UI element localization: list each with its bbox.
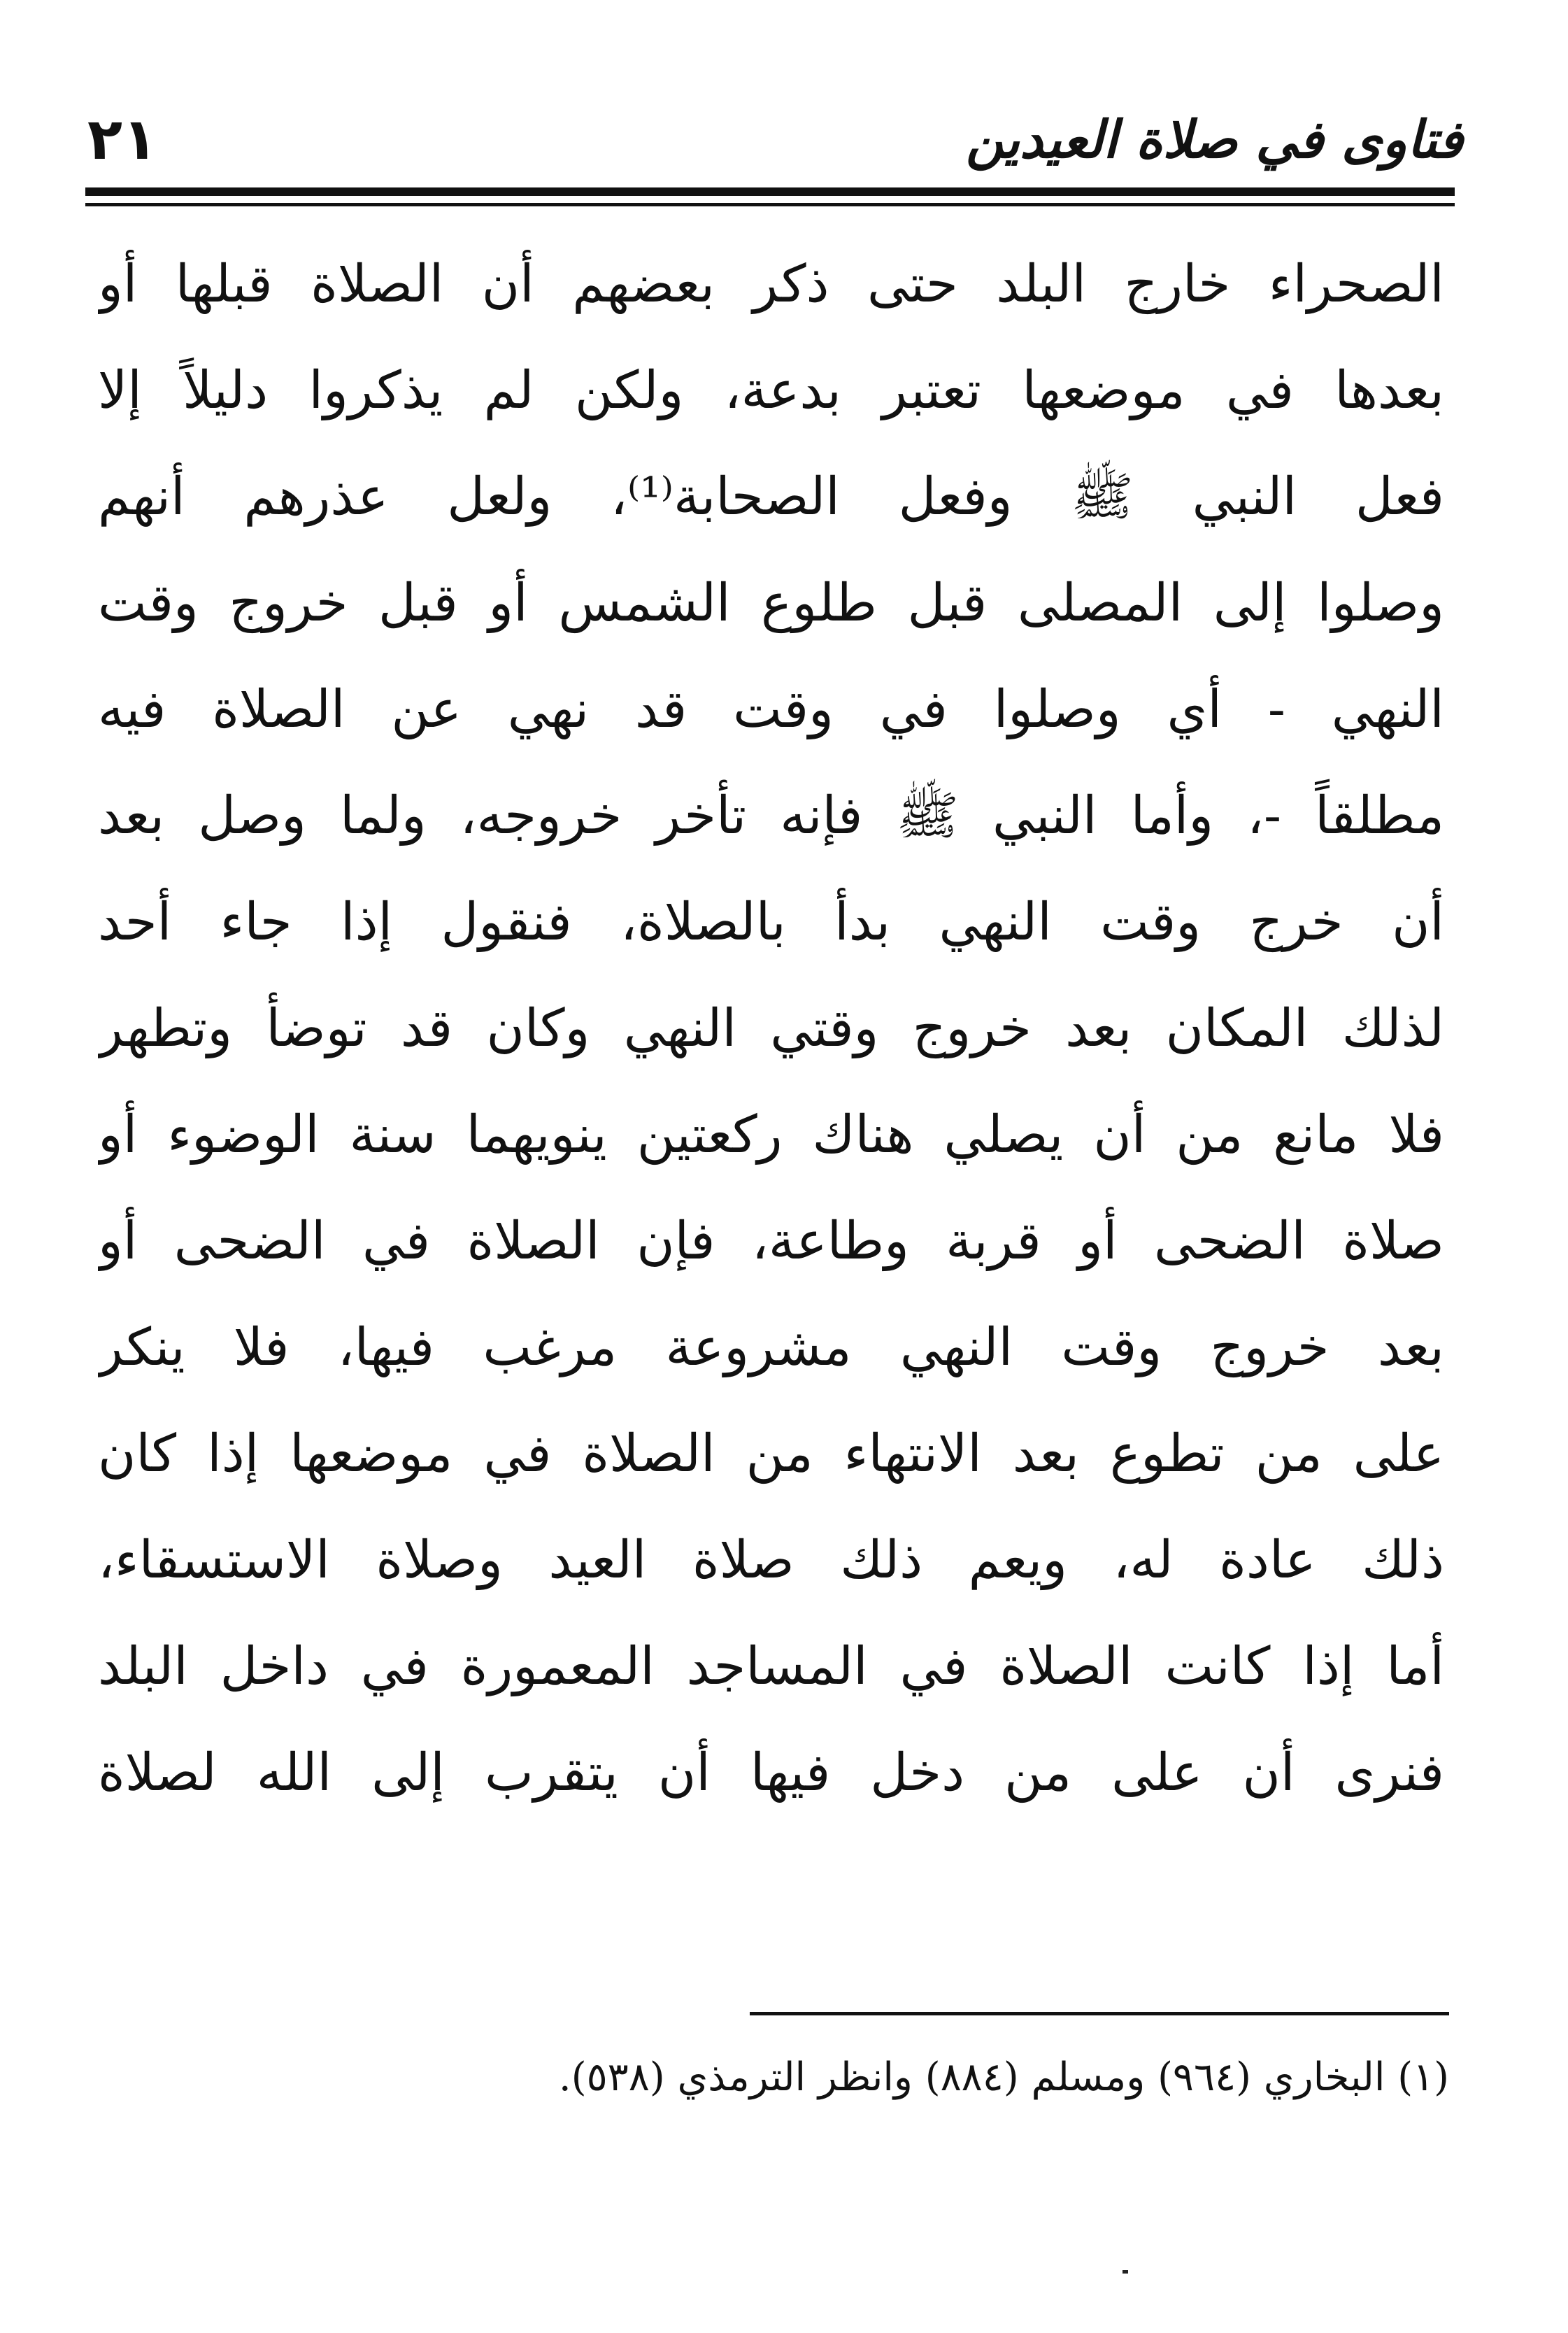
text-line: النهي - أي وصلوا في وقت قد نهي عن الصلاة فيه bbox=[98, 679, 1444, 739]
text-line: أن خرج وقت النهي بدأ بالصلاة، فنقول إذا جاء أحد bbox=[98, 892, 1444, 952]
text-line: مطلقاً -، وأما النبي ﷺ فإنه تأخر خروجه، ولما وصل بعد bbox=[98, 786, 1444, 846]
running-title: فتاوى في صلاة العيدين bbox=[966, 110, 1463, 170]
header-rule-thick bbox=[85, 187, 1455, 196]
header-rule-thin bbox=[85, 203, 1455, 206]
text-line: وصلوا إلى المصلى قبل طلوع الشمس أو قبل خروج وقت bbox=[98, 573, 1444, 633]
text-line: لذلك المكان بعد خروج وقتي النهي وكان قد توضأ وتطهر bbox=[98, 998, 1444, 1058]
text-line: الصحراء خارج البلد حتى ذكر بعضهم أن الصلاة قبلها أو bbox=[98, 254, 1444, 314]
scan-speck bbox=[1122, 2270, 1128, 2274]
body-text bbox=[98, 231, 1444, 1826]
text-line: صلاة الضحى أو قربة وطاعة، فإن الصلاة في الضحى أو bbox=[98, 1211, 1444, 1271]
text-line: فنرى أن على من دخل فيها أن يتقرب إلى الله لصلاة bbox=[98, 1743, 1444, 1803]
footnote-rule bbox=[750, 2012, 1449, 2015]
footnote: (١) البخاري (٩٦٤) ومسلم (٨٨٤) وانظر الترمذي (٥٣٨). bbox=[558, 2055, 1449, 2100]
page-number: ٢١ bbox=[87, 106, 158, 173]
text-line: أما إذا كانت الصلاة في المساجد المعمورة في داخل البلد bbox=[98, 1636, 1444, 1696]
text-line: فعل النبي ﷺ وفعل الصحابة⁽¹⁾، ولعل عذرهم أنهم bbox=[98, 467, 1444, 527]
text-line: على من تطوع بعد الانتهاء من الصلاة في موضعها إذا كان bbox=[98, 1424, 1444, 1484]
text-line: بعد خروج وقت النهي مشروعة مرغب فيها، فلا ينكر bbox=[98, 1317, 1444, 1377]
text-line: بعدها في موضعها تعتبر بدعة، ولكن لم يذكروا دليلاً إلا bbox=[98, 360, 1444, 420]
text-line: فلا مانع من أن يصلي هناك ركعتين ينويهما سنة الوضوء أو bbox=[98, 1105, 1444, 1165]
text-line: ذلك عادة له، ويعم ذلك صلاة العيد وصلاة الاستسقاء، bbox=[98, 1530, 1444, 1590]
